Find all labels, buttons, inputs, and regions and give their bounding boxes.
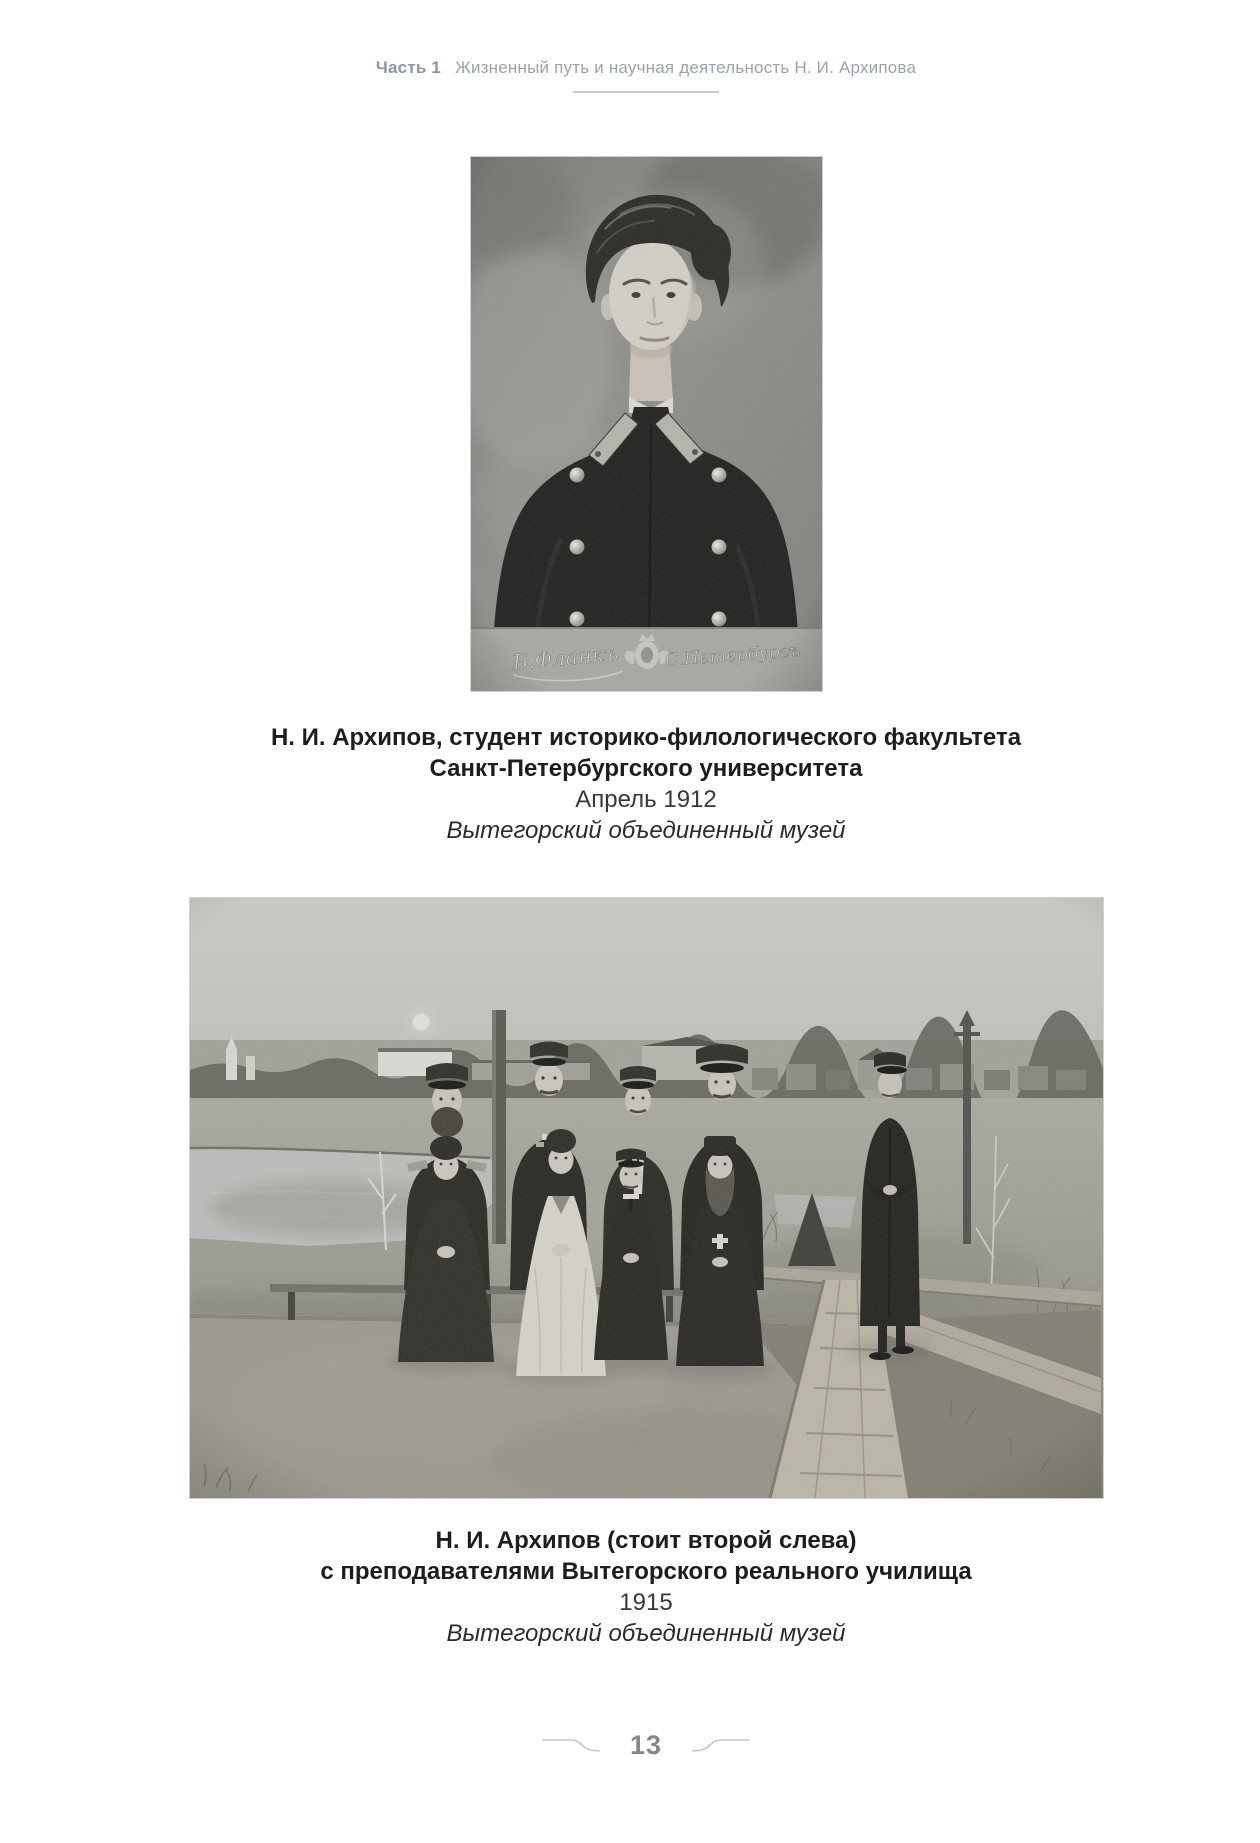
caption-date: 1915 bbox=[619, 1589, 673, 1616]
page-footer bbox=[32, 1727, 1260, 1763]
caption-title-line-1: Н. И. Архипов (стоит второй слева) bbox=[435, 1527, 857, 1554]
header-rule bbox=[573, 91, 719, 93]
page-content bbox=[32, 0, 1260, 1763]
caption-date: Апрель 1912 bbox=[575, 786, 717, 813]
portrait-photo-figure bbox=[32, 156, 1260, 692]
caption-source: Вытегорский объединенный музей bbox=[446, 1620, 846, 1647]
footer-ornament-right bbox=[692, 1735, 750, 1755]
caption-title-line-2: Санкт-Петербургского университета bbox=[429, 755, 863, 782]
caption-title-line-2: с преподавателями Вытегорского реального училища bbox=[320, 1558, 972, 1585]
running-header bbox=[32, 58, 1260, 78]
part-number: Часть 1 bbox=[375, 58, 442, 77]
group-photo-figure bbox=[32, 897, 1260, 1499]
caption-title-line-1: Н. И. Архипов, студент историко-филологического факультета bbox=[270, 724, 1022, 751]
caption-source: Вытегорский объединенный музей bbox=[446, 817, 846, 844]
caption-group bbox=[32, 1525, 1260, 1649]
page-number: 13 bbox=[629, 1730, 663, 1760]
part-title: Жизненный путь и научная деятельность Н. И. Архипова bbox=[455, 58, 917, 77]
footer-ornament-left bbox=[542, 1735, 600, 1755]
group-photo bbox=[189, 897, 1104, 1499]
portrait-photo bbox=[470, 156, 823, 692]
caption-portrait bbox=[32, 722, 1260, 846]
